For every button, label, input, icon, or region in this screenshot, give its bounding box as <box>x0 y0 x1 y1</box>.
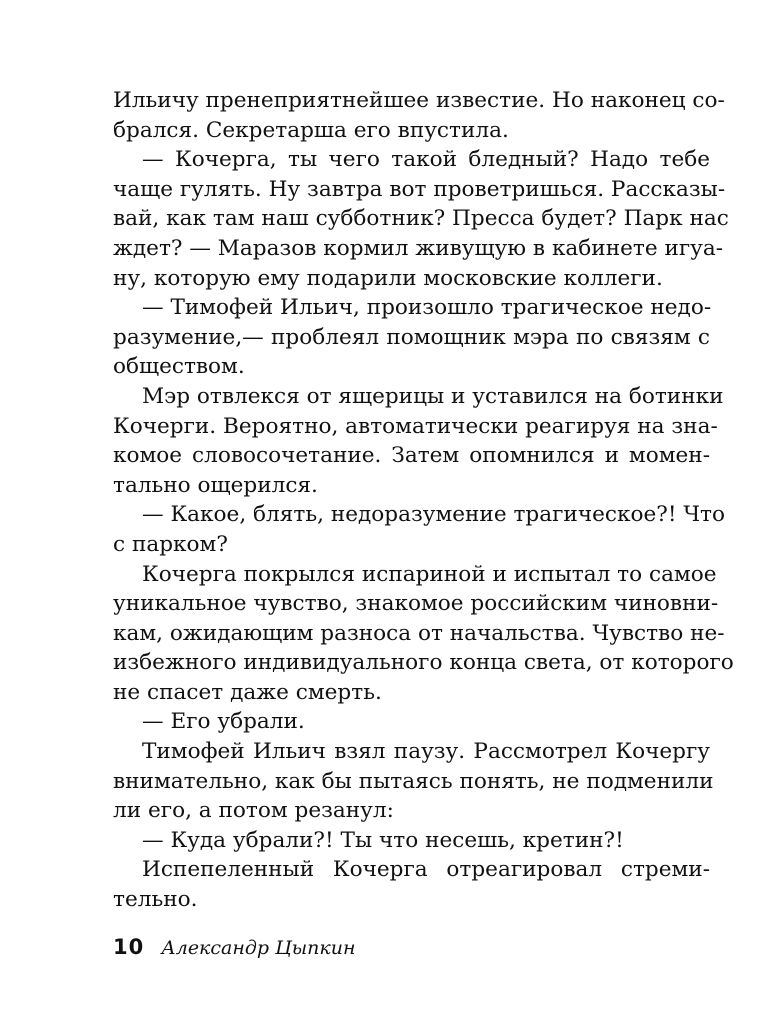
text-line: ли его, а потом резанул: <box>113 798 394 824</box>
text-line: Кочерга покрылся испариной и испытал то самое <box>142 561 717 587</box>
text-line: тально ощерился. <box>113 472 318 498</box>
text-line: — Куда убрали?! Ты что несешь, кретин?! <box>142 827 624 853</box>
text-line: Испепеленный Кочерга отреагировал стреми- <box>142 857 710 883</box>
text-line: уникальное чувство, знакомое российским чиновни- <box>113 591 719 617</box>
text-line: чаще гулять. Ну завтра вот проветришься. Рассказы- <box>113 176 726 202</box>
text-line: кам, ожидающим разноса от начальства. Чувство не- <box>113 620 725 646</box>
text-line: разумение,— проблеял помощник мэра по связям с <box>113 324 710 350</box>
text-line: Ильичу пренеприятнейшее известие. Но наконец со- <box>113 88 725 113</box>
text-line: комое словосочетание. Затем опомнился и момен- <box>113 443 710 469</box>
text-line: не спасет даже смерть. <box>113 679 382 705</box>
text-line: Мэр отвлекся от ящерицы и уставился на ботинки <box>142 383 724 409</box>
text-line: — Его убрали. <box>142 709 305 735</box>
page-body-text <box>113 86 734 915</box>
text-line: — Кочерга, ты чего такой бледный? Надо тебе <box>142 147 710 173</box>
page-number: 10 <box>113 935 145 959</box>
text-line: ждет? — Маразов кормил живущую в кабинете игуа- <box>113 235 724 261</box>
page-footer <box>113 935 356 965</box>
text-line: брался. Секретарша его впустила. <box>113 117 509 143</box>
text-line: Тимофей Ильич взял паузу. Рассмотрел Кочергу <box>142 739 710 765</box>
text-line: вай, как там наш субботник? Пресса будет? Парк нас <box>113 206 729 232</box>
text-line: обществом. <box>113 354 245 380</box>
text-line: ну, которую ему подарили московские коллеги. <box>113 265 663 291</box>
text-line: тельно. <box>113 887 198 913</box>
text-line: — Какое, блять, недоразумение трагическое?! Что <box>142 502 725 528</box>
text-line: внимательно, как бы пытаясь понять, не подменили <box>113 768 714 794</box>
text-line: с парком? <box>113 531 228 557</box>
text-line: Кочерги. Вероятно, автоматически реагируя на зна- <box>113 413 718 439</box>
text-line: избежного индивидуального конца света, от которого <box>113 650 734 676</box>
running-footer-author: Александр Цыпкин <box>161 937 356 959</box>
text-line: — Тимофей Ильич, произошло трагическое недо- <box>142 295 712 321</box>
